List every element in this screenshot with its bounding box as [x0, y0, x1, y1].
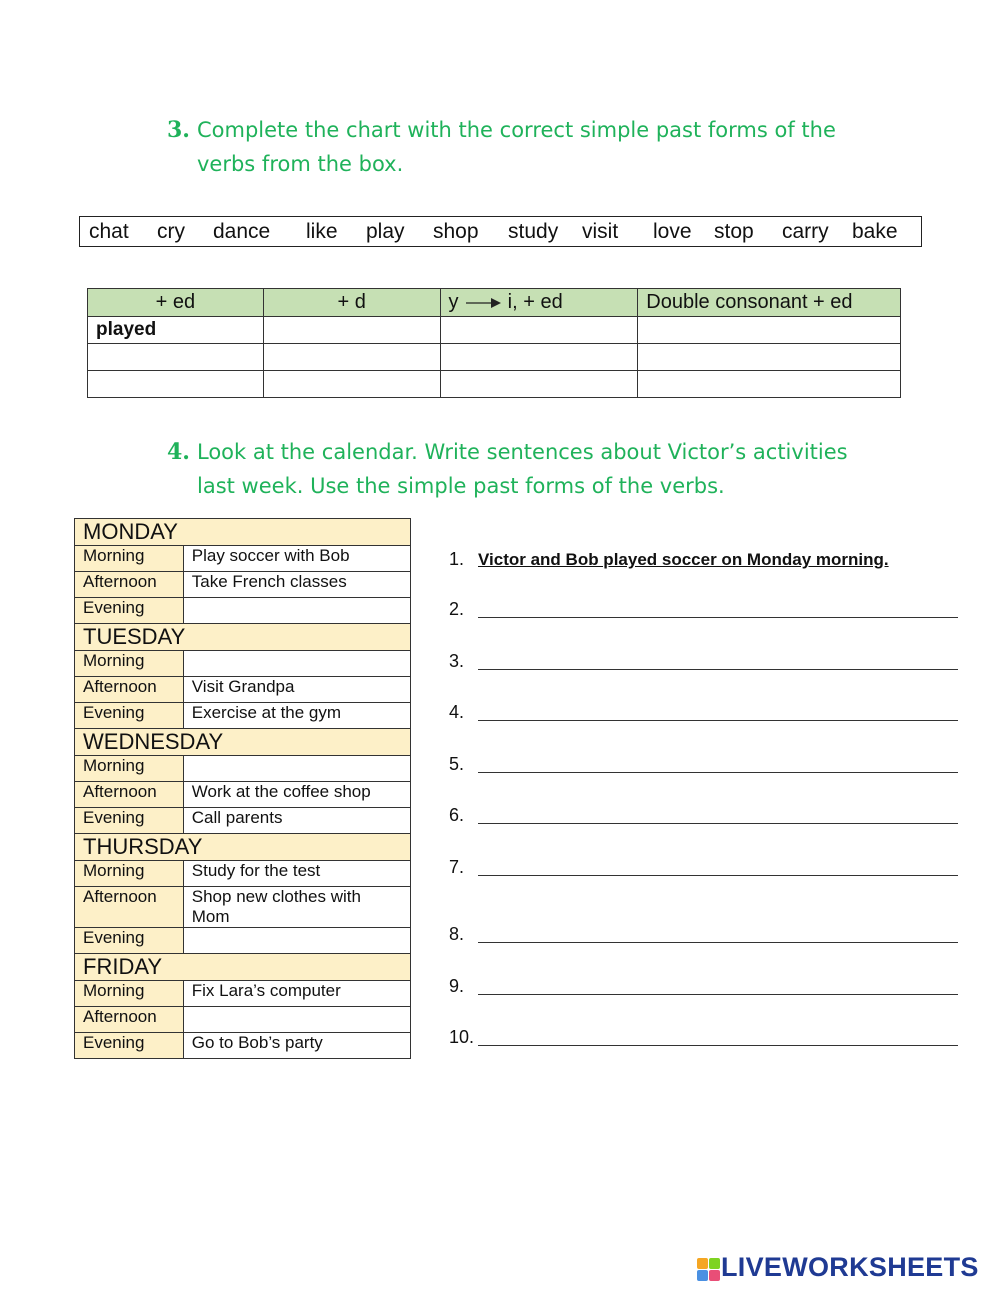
- arrow-right-icon: [464, 297, 502, 309]
- verb-word: study: [508, 220, 559, 243]
- calendar-row: [75, 572, 411, 598]
- chart-header-row: [88, 289, 901, 317]
- calendar-row: [75, 928, 411, 954]
- section-3-line-2: verbs from the box.: [197, 152, 404, 176]
- slot-label: Evening: [75, 1033, 184, 1059]
- section-4-line-1: Look at the calendar. Write sentences about Victor’s activities: [197, 440, 848, 464]
- example-answer: Victor and Bob played soccer on Monday morning.: [478, 550, 889, 569]
- activity: Call parents: [183, 808, 410, 834]
- verb-word: carry: [782, 220, 829, 243]
- activity: Study for the test: [183, 861, 410, 887]
- calendar-row: [75, 1007, 411, 1033]
- chart-header-y-to-i: [440, 289, 638, 317]
- slot-label: Morning: [75, 861, 184, 887]
- verb-word: love: [653, 220, 692, 243]
- verb-word: visit: [582, 220, 619, 243]
- chart-header-double-consonant: Double consonant + ed: [638, 289, 901, 317]
- slot-label: Evening: [75, 928, 184, 954]
- calendar-row: [75, 887, 411, 928]
- calendar-day-header: [75, 519, 411, 546]
- answer-number: 6.: [449, 805, 465, 825]
- activity: [183, 756, 410, 782]
- calendar-row: [75, 861, 411, 887]
- day-name: FRIDAY: [75, 954, 411, 981]
- calendar-row: [75, 1033, 411, 1059]
- calendar-row: [75, 651, 411, 677]
- calendar-row: [75, 677, 411, 703]
- calendar-row: [75, 981, 411, 1007]
- chart-cell[interactable]: [88, 371, 264, 398]
- activity: Work at the coffee shop: [183, 782, 410, 808]
- answer-blank[interactable]: [478, 616, 958, 618]
- verb-word: shop: [433, 220, 479, 243]
- chart-cell[interactable]: [440, 317, 638, 344]
- slot-label: Morning: [75, 546, 184, 572]
- activity: Visit Grandpa: [183, 677, 410, 703]
- slot-label: Evening: [75, 598, 184, 624]
- answer-number: 4.: [449, 702, 465, 722]
- activity: Fix Lara’s computer: [183, 981, 410, 1007]
- calendar-row: [75, 598, 411, 624]
- verb-word: chat: [89, 220, 129, 243]
- activity: Take French classes: [183, 572, 410, 598]
- y-label: y: [448, 291, 459, 313]
- slot-label: Afternoon: [75, 887, 184, 928]
- chart-cell[interactable]: [263, 371, 440, 398]
- day-name: THURSDAY: [75, 834, 411, 861]
- answer-number: 9.: [449, 976, 465, 996]
- chart-cell[interactable]: [440, 371, 638, 398]
- verb-word-box: [79, 216, 922, 247]
- calendar-day-header: [75, 729, 411, 756]
- chart-row: [88, 344, 901, 371]
- slot-label: Afternoon: [75, 677, 184, 703]
- calendar-day-header: [75, 834, 411, 861]
- chart-answer-played: played: [88, 317, 264, 344]
- activity: [183, 651, 410, 677]
- answer-number: 3.: [449, 651, 465, 671]
- answer-number: 7.: [449, 857, 465, 877]
- chart-row: [88, 317, 901, 344]
- logo-blocks-icon: [697, 1258, 721, 1282]
- calendar-day-header: [75, 624, 411, 651]
- activity: [183, 1007, 410, 1033]
- activity: Play soccer with Bob: [183, 546, 410, 572]
- slot-label: Afternoon: [75, 782, 184, 808]
- chart-cell[interactable]: [88, 344, 264, 371]
- section-3-number: 3.: [167, 117, 190, 143]
- chart-cell[interactable]: [440, 344, 638, 371]
- verb-word: dance: [213, 220, 271, 243]
- verb-word: bake: [852, 220, 898, 243]
- answer-blank[interactable]: [478, 941, 958, 943]
- verb-word: play: [366, 220, 405, 243]
- answer-blank[interactable]: [478, 771, 958, 773]
- calendar-row: [75, 756, 411, 782]
- verb-word: stop: [714, 220, 754, 243]
- verb-word: cry: [157, 220, 185, 243]
- slot-label: Evening: [75, 703, 184, 729]
- weekly-calendar: [74, 518, 411, 1059]
- i-ed-label: i, + ed: [507, 291, 563, 313]
- section-4-number: 4.: [167, 439, 190, 465]
- chart-cell[interactable]: [638, 317, 901, 344]
- section-4-line-2: last week. Use the simple past forms of the verbs.: [197, 474, 725, 498]
- chart-cell[interactable]: [263, 344, 440, 371]
- answer-blank[interactable]: [478, 822, 958, 824]
- slot-label: Morning: [75, 981, 184, 1007]
- answer-number: 2.: [449, 599, 465, 619]
- chart-cell[interactable]: [638, 371, 901, 398]
- activity: [183, 598, 410, 624]
- activity: Exercise at the gym: [183, 703, 410, 729]
- slot-label: Morning: [75, 756, 184, 782]
- answer-number: 8.: [449, 924, 465, 944]
- day-name: MONDAY: [75, 519, 411, 546]
- answer-blank[interactable]: [478, 993, 958, 995]
- verb-word: like: [306, 220, 338, 243]
- calendar-row: [75, 782, 411, 808]
- answer-blank[interactable]: [478, 668, 958, 670]
- slot-label: Evening: [75, 808, 184, 834]
- day-name: TUESDAY: [75, 624, 411, 651]
- chart-header-ed: + ed: [88, 289, 264, 317]
- logo-text: LIVEWORKSHEETS: [721, 1252, 979, 1282]
- calendar-row: [75, 808, 411, 834]
- activity: Shop new clothes with Mom: [183, 887, 410, 928]
- chart-header-d: + d: [263, 289, 440, 317]
- slot-label: Afternoon: [75, 572, 184, 598]
- answer-blank[interactable]: [478, 719, 958, 721]
- day-name: WEDNESDAY: [75, 729, 411, 756]
- slot-label: Afternoon: [75, 1007, 184, 1033]
- calendar-row: [75, 703, 411, 729]
- answer-number: 1.: [449, 549, 465, 569]
- slot-label: Morning: [75, 651, 184, 677]
- activity: [183, 928, 410, 954]
- past-forms-chart: [87, 288, 901, 398]
- answer-blank[interactable]: [478, 1044, 958, 1046]
- activity: Go to Bob’s party: [183, 1033, 410, 1059]
- chart-row: [88, 371, 901, 398]
- section-3-line-1: Complete the chart with the correct simple past forms of the: [197, 118, 836, 142]
- chart-cell[interactable]: [638, 344, 901, 371]
- calendar-row: [75, 546, 411, 572]
- answer-number: 10.: [449, 1027, 475, 1047]
- answer-blank[interactable]: [478, 874, 958, 876]
- answer-number: 5.: [449, 754, 465, 774]
- calendar-day-header: [75, 954, 411, 981]
- chart-cell[interactable]: [263, 317, 440, 344]
